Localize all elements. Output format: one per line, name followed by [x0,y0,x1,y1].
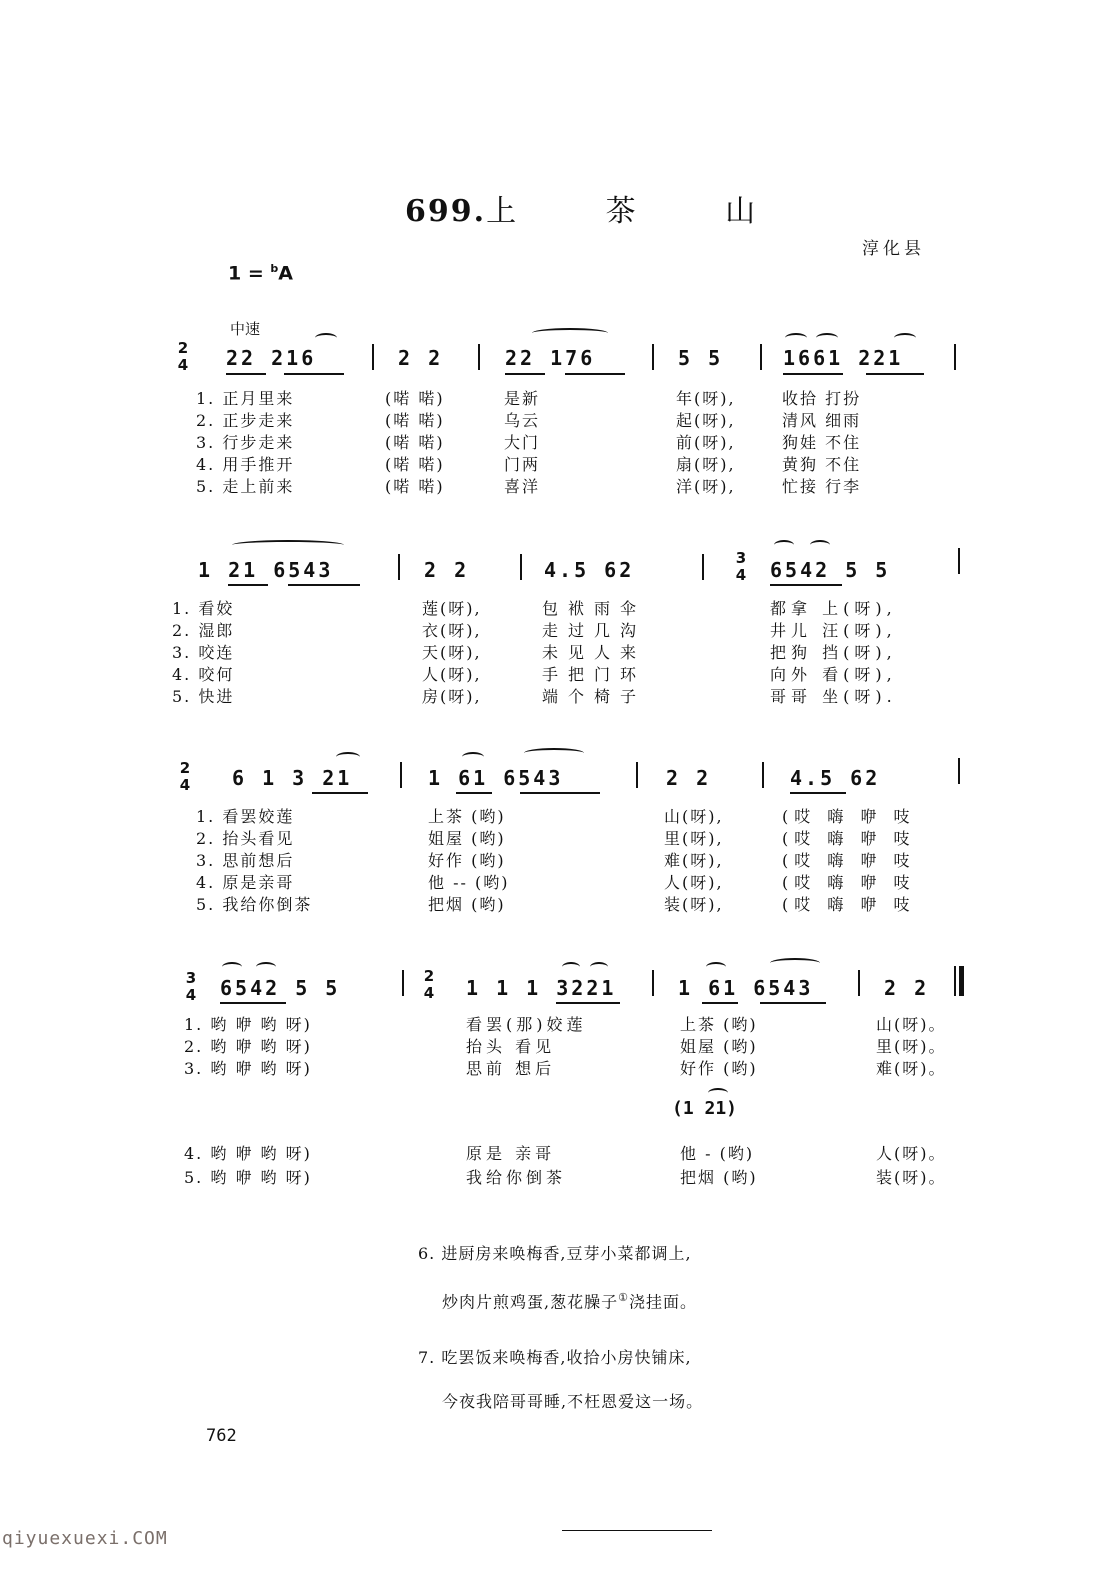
lyric: 人(呀), [422,665,482,684]
lyrics-col-5 [782,388,861,498]
lyric: 起(呀), [676,411,736,430]
beam [790,792,846,794]
lyric: 装(呀)。 [876,1168,947,1187]
scan-line [562,1530,712,1531]
ts-top: 2 [177,339,189,357]
lyric: (喏 喏) [385,411,445,430]
lyric: 黄狗 不住 [782,455,862,474]
watermark: qiyuexuexi.COM [2,1528,168,1549]
barline [958,758,960,784]
lyric: 3. 行步走来 [196,433,295,452]
lyric: 1. 看罢姣莲 [196,807,295,826]
lyric: 2. 正步走来 [196,411,295,430]
lyric: 走过几沟 [542,621,647,640]
measure-1: 22 216 [226,346,317,370]
slur [562,962,580,972]
lyric: 1. 哟 咿 哟 呀) [184,1015,312,1034]
beam [228,584,268,586]
barline [400,762,402,788]
slur [315,333,337,343]
barline [520,554,522,580]
time-signature-2-4 [178,760,192,794]
barline [652,344,654,370]
time-signature-3-4 [184,970,198,1004]
page-number: 762 [206,1426,237,1446]
beam [760,1002,826,1004]
lyric: (哎 嗨 咿 吱 [782,851,916,870]
lyric: 难(呀)。 [876,1059,947,1078]
lyric: 端个椅子 [542,687,647,706]
lyric: 未见人来 [542,643,647,662]
barline [372,344,374,370]
lyric: 1. 看姣 [172,599,235,618]
beam [220,1002,286,1004]
lyrics-col-3 [664,806,724,916]
lyric: 2. 哟 咿 哟 呀) [184,1037,312,1056]
measure-15: 1 1 1 3221 [466,976,617,1000]
slur [232,540,344,550]
slur [774,540,794,550]
slur [590,962,608,972]
lyric: 5. 我给你倒茶 [196,895,313,914]
verse-line: 今夜我陪哥哥睡,不枉恩爱这一场。 [442,1392,704,1411]
lyric: 5. 快进 [172,687,235,706]
beam [783,373,843,375]
lyrics-col-4 [782,806,916,916]
lyric: 都拿 上(呀), [770,599,897,618]
slur [336,752,360,762]
measure-4: 5 5 [678,346,724,370]
barline [702,554,704,580]
lyric: 向外 看(呀), [770,665,897,684]
region-label: 淳化县 [862,239,925,259]
lyric: 门两 [504,455,541,474]
footnote-marker: ① [618,1291,629,1304]
lyric: 山(呀)。 [876,1015,947,1034]
slur [810,540,830,550]
lyric: 2. 抬头看见 [196,829,295,848]
lyric: 扇(呀), [676,455,736,474]
lyric: (哎 嗨 咿 吱 [782,873,916,892]
measure-2: 2 2 [398,346,444,370]
barline [958,548,960,574]
lyric: (哎 嗨 咿 吱 [782,807,916,826]
lyric: 3. 哟 咿 哟 呀) [184,1059,312,1078]
lyric: 看罢(那)姣莲 [466,1015,587,1034]
lyrics-col-4 [770,598,897,708]
barline [858,970,860,996]
barline [402,970,404,996]
lyric: 难(呀), [664,851,724,870]
lyric: 天(呀), [422,643,482,662]
lyric: 房(呀), [422,687,482,706]
flat-sign: b [270,262,279,275]
lyric: 他 - (哟) [680,1144,755,1163]
ts-bottom: 4 [423,984,435,1002]
barline [398,554,400,580]
ts-bottom: 4 [177,356,189,374]
lyric: 他 -- (哟) [428,873,510,892]
lyric: (喏 喏) [385,433,445,452]
lyric: 把狗 挡(呀), [770,643,897,662]
slur [222,962,242,972]
time-signature-2-4 [422,968,436,1002]
measure-17: 2 2 [884,976,930,1000]
lyric: 3. 咬连 [172,643,235,662]
lyric: 哥哥 坐(呀). [770,687,897,706]
slur [706,962,726,972]
beam [288,584,360,586]
slur [256,962,276,972]
lyric: 里(呀), [664,829,724,848]
key-note: A [278,262,293,285]
lyrics-col-2 [428,806,509,916]
lyric: 清风 细雨 [782,411,862,430]
lyric: 我给你倒茶 [466,1168,567,1187]
lyric: 是新 [504,389,541,408]
beam [565,373,625,375]
lyrics-col-3 [680,1014,758,1080]
lyric: 4. 用手推开 [196,455,295,474]
lyrics-col-3-b [680,1142,758,1190]
final-barline-thin [954,966,956,996]
lyric: 姐屋 (哟) [680,1037,758,1056]
time-signature-3-4 [734,550,748,584]
beam [770,584,842,586]
lyrics-col-2-b [466,1142,566,1190]
song-title [405,186,795,230]
measure-8: 4.5 62 [544,558,635,582]
lyric: 手把门环 [542,665,647,684]
lyrics-col-2 [466,1014,587,1080]
barline [636,762,638,788]
measure-6: 1 21 6543 [198,558,334,582]
lyric: 年(呀), [676,389,736,408]
time-signature-2-4 [176,340,190,374]
lyric: 把烟 (哟) [428,895,506,914]
slur [462,752,484,762]
beam [702,1002,738,1004]
lyrics-col-1 [196,388,294,498]
lyric: 抬头 看见 [466,1037,556,1056]
verse-line: 炒肉片煎鸡蛋,葱花臊子 [442,1292,619,1312]
lyric: 姐屋 (哟) [428,829,506,848]
lyric: 包袱雨伞 [542,599,647,618]
lyric: 乌云 [504,411,541,430]
lyric: 把烟 (哟) [680,1168,758,1187]
barline [652,970,654,996]
beam [866,373,924,375]
measure-9: 6542 5 5 [770,558,891,582]
lyric: 原是 亲哥 [466,1144,556,1163]
lyric: 莲(呀), [422,599,482,618]
ts-bottom: 4 [179,776,191,794]
ts-top: 3 [185,969,197,987]
verse-line: 吃罢饭来唤梅香,收拾小房快铺床, [441,1348,692,1367]
lyric: 2. 湿郎 [172,621,235,640]
slur [894,333,916,343]
measure-13: 4.5 62 [790,766,881,790]
lyric: 1. 正月里来 [196,389,295,408]
key-signature [228,262,293,284]
verse-number: 6. [418,1244,436,1263]
measure-11: 1 61 6543 [428,766,564,790]
lyric: 5. 走上前来 [196,477,295,496]
lyric: 人(呀), [664,873,724,892]
verse-6 [418,1232,697,1324]
measure-14: 6542 5 5 [220,976,341,1000]
lyric: (哎 嗨 咿 吱 [782,829,916,848]
verse-7 [418,1336,703,1424]
song-number: 699. [405,194,487,229]
lyric: 上茶 (哟) [428,807,506,826]
key-prefix: 1 = [228,262,271,285]
alternate-notes-bracket: (1 21) [672,1098,738,1119]
tempo-marking: 中速 [230,320,261,338]
lyrics-col-4-b [876,1142,947,1190]
lyric: 3. 思前想后 [196,851,295,870]
lyric: 井儿 汪(呀), [770,621,897,640]
measure-12: 2 2 [666,766,712,790]
slur [785,333,807,343]
lyric: 思前 想后 [466,1059,556,1078]
lyric: (喏 喏) [385,455,445,474]
ts-top: 3 [735,549,747,567]
lyrics-col-1 [184,1014,312,1080]
barline [762,762,764,788]
lyrics-col-4 [876,1014,947,1080]
lyric: 装(呀), [664,895,724,914]
ts-top: 2 [179,759,191,777]
beam [312,792,368,794]
lyric: 好作 (哟) [428,851,506,870]
barline [478,344,480,370]
measure-16: 1 61 6543 [678,976,814,1000]
lyrics-col-1 [172,598,234,708]
lyric: 4. 哟 咿 哟 呀) [184,1144,312,1163]
beam [456,792,492,794]
lyric: 好作 (哟) [680,1059,758,1078]
lyric: 忙接 行李 [782,477,862,496]
lyric: 人(呀)。 [876,1144,947,1163]
slur [708,1088,728,1098]
measure-10: 6 1 3 21 [232,766,353,790]
lyric: 洋(呀), [676,477,736,496]
lyrics-col-1 [196,806,312,916]
lyrics-col-2 [422,598,482,708]
slur [770,958,820,968]
lyric: (喏 喏) [385,389,445,408]
ts-bottom: 4 [185,986,197,1004]
lyrics-col-3 [504,388,540,498]
lyric: 5. 哟 咿 哟 呀) [184,1168,312,1187]
verse-line-end: 浇挂面。 [628,1292,697,1312]
verse-line: 进厨房来唤梅香,豆芽小菜都调上, [441,1244,692,1263]
slur [816,333,838,343]
slur [524,748,584,758]
lyric: 大门 [504,433,541,452]
lyric: 前(呀), [676,433,736,452]
ts-bottom: 4 [735,566,747,584]
lyrics-col-2 [385,388,445,498]
lyric: (喏 喏) [385,477,445,496]
lyrics-col-4 [676,388,736,498]
measure-5: 1661 221 [783,346,904,370]
beam [520,792,600,794]
lyric: 里(呀)。 [876,1037,947,1056]
measure-7: 2 2 [424,558,470,582]
verse-number: 7. [418,1348,436,1367]
lyrics-col-1-b [184,1142,312,1190]
lyric: 山(呀), [664,807,724,826]
final-barline-thick [959,966,964,996]
barline [954,344,956,370]
lyric: 狗娃 不住 [782,433,862,452]
song-name: 上 茶 山 [486,194,796,229]
lyric: 收拾 打扮 [782,389,862,408]
beam [284,373,344,375]
lyric: 4. 原是亲哥 [196,873,295,892]
measure-3: 22 176 [505,346,596,370]
lyric: 4. 咬何 [172,665,235,684]
lyric: 上茶 (哟) [680,1015,758,1034]
lyric: 喜洋 [504,477,541,496]
beam [556,1002,620,1004]
lyrics-col-3 [542,598,646,708]
beam [505,373,545,375]
lyric: 衣(呀), [422,621,482,640]
ts-top: 2 [423,967,435,985]
slur [532,328,608,338]
beam [226,373,266,375]
barline [760,344,762,370]
lyric: (哎 嗨 咿 吱 [782,895,916,914]
